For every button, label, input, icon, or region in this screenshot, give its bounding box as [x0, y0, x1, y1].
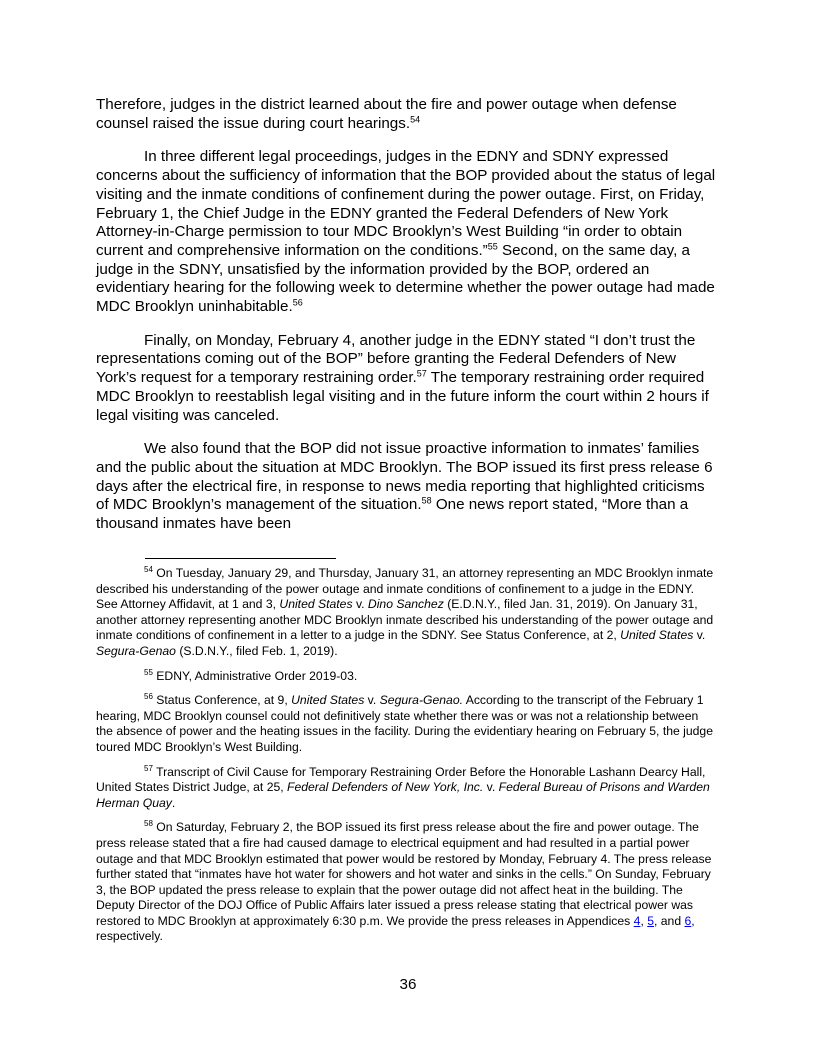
footnote-text: On Saturday, February 2, the BOP issued its first press release about the fire and power outage. The press release stated that a fire had caused damage to electrical equipment and had resulted in a partial power outage and that MDC Brooklyn estimated that power would be restored by Monday, February 4. The press release further stated that “inmates have hot water for showers and hot water and sinks in the cells.” On Sunday, February 3, the BOP updated the press release to explain that the power outage did not affect heat in the building. The Deputy Director of the DOJ Office of Public Affairs later issued a press release stating that electrical power was restored to MDC Brooklyn at approximately 6:30 p.m. We provide the press releases in Appendices — [96, 820, 712, 928]
case-name: Segura-Genao — [96, 643, 176, 658]
footnote-ref-55: 55 — [487, 241, 498, 252]
footnote-text: According to the transcript of the February 1 hearing, MDC Brooklyn counsel could not definitively state whether there was or was not a relationship between the absence of power and the heating issues in the facility. During the evidentiary hearing on February 5, the judge toured MDC Brooklyn’s West Building. — [96, 693, 713, 754]
footnote-text: EDNY, Administrative Order 2019-03. — [152, 668, 358, 683]
paragraph-text: Second, on the same day, a judge in the SDNY, unsatisfied by the information provided by the BOP, ordered an evidentiary hearing for the following week to determine whether the power outage had made MDC Brooklyn uninhabitable. — [96, 241, 715, 316]
footnote-number: 55 — [144, 667, 153, 677]
paragraph-text: In three different legal proceedings, judges in the EDNY and SDNY expressed concerns about the sufficiency of information that the BOP provided about the status of legal visiting and the inmate conditions of confinement during the power outage. First, on Friday, February 1, the Chief Judge in the EDNY granted the Federal Defenders of New York Attorney-in-Charge permission to tour MDC Brooklyn’s West Building “in order to obtain current and comprehensive information on the conditions.” — [96, 148, 716, 259]
footnote-number: 56 — [144, 692, 153, 702]
footnote-number: 58 — [144, 819, 153, 829]
footnote-number: 54 — [144, 565, 153, 575]
footnote-text: v. — [352, 597, 368, 612]
footnote-text: . — [171, 795, 176, 810]
footnote-ref-56: 56 — [292, 297, 303, 308]
footnote-text: , respectively. — [96, 913, 695, 944]
case-name: Dino Sanchez — [367, 597, 444, 612]
footnote-ref-58: 58 — [421, 495, 432, 506]
footnote-text: v. — [693, 628, 706, 643]
footnote-ref-57: 57 — [416, 368, 427, 379]
footnote-text: Status Conference, at 9, — [152, 693, 292, 708]
footnote-ref-54: 54 — [410, 114, 421, 125]
footnote-text: On Tuesday, January 29, and Thursday, January 31, an attorney representing an MDC Brooklyn inmate described his understanding of the power outage and inmate conditions of confinement to a judge in the EDNY. See Attorney Affidavit, at 1 and 3, — [96, 566, 714, 612]
page-number: 36 — [399, 976, 417, 993]
footnote-54 — [96, 566, 718, 660]
paragraph-text: One news report stated, “More than a thousand inmates have been — [96, 496, 689, 533]
paragraph-1 — [96, 96, 718, 133]
case-name: United States — [291, 693, 365, 708]
appendix-4-link[interactable]: 4 — [633, 913, 641, 928]
appendix-5-link[interactable]: 5 — [647, 913, 654, 928]
footnote-separator — [145, 558, 336, 559]
footnote-55 — [96, 669, 718, 685]
footnotes — [96, 566, 718, 954]
footnote-text: v. — [483, 780, 499, 795]
case-name: United States — [279, 597, 353, 612]
main-body — [96, 96, 718, 534]
footnote-number: 57 — [144, 763, 153, 773]
appendix-6-link[interactable]: 6 — [684, 913, 692, 928]
case-name: United States — [620, 628, 694, 643]
paragraph-text: Therefore, judges in the district learned about the fire and power outage when defense counsel raised the issue during court hearings. — [96, 96, 677, 132]
case-name: Segura-Genao. — [379, 693, 463, 708]
paragraph-text: Finally, on Monday, February 4, another judge in the EDNY stated “I don’t trust the representations coming out of the BOP” before granting the Federal Defenders of New York’s request for a temporary restraining order. — [96, 331, 696, 387]
footnote-text: (E.D.N.Y., filed Jan. 31, 2019). On January 31, another attorney representing another MDC Brooklyn inmate described his understanding of the power outage and inmate conditions of confinement in a letter to a judge in the SDNY. See Status Conference, at 2, — [96, 597, 714, 643]
footnote-text: , — [640, 913, 648, 928]
paragraph-2 — [96, 148, 718, 316]
paragraph-text: We also found that the BOP did not issue proactive information to inmates’ families and the public about the situation at MDC Brooklyn. The BOP issued its first press release 6 days after the electrical fire, in response to news media reporting that highlighted criticisms of MDC Brooklyn’s management of the situation. — [96, 440, 713, 514]
footnote-57 — [96, 765, 718, 812]
footnote-58 — [96, 820, 718, 945]
case-name: Federal Defenders of New York, Inc. — [287, 780, 484, 795]
footnote-text: Transcript of Civil Cause for Temporary Restraining Order Before the Honorable Lashann Dearcy Hall, United States District Judge, at 25, — [96, 764, 706, 795]
footnote-text: v. — [364, 693, 380, 708]
footnote-56 — [96, 693, 718, 755]
paragraph-3 — [96, 332, 718, 426]
footnote-text: (S.D.N.Y., filed Feb. 1, 2019). — [175, 643, 338, 658]
paragraph-4 — [96, 440, 718, 534]
footnote-text: , and — [654, 913, 685, 928]
paragraph-text: The temporary restraining order required MDC Brooklyn to reestablish legal visiting and in the future inform the court within 2 hours if legal visiting was canceled. — [96, 369, 709, 424]
case-name: Federal Bureau of Prisons and Warden Herman Quay — [96, 780, 710, 810]
